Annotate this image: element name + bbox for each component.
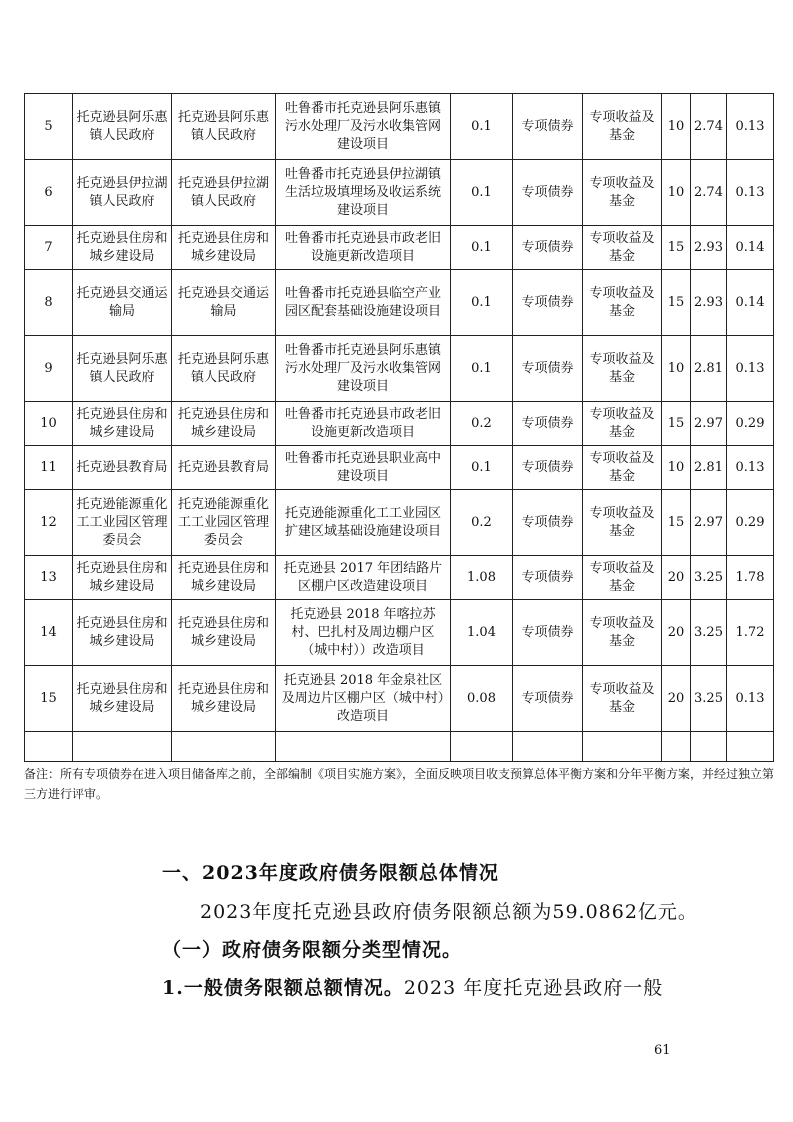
cell-source: 专项收益及基金 [583, 600, 662, 666]
cell-rate: 2.93 [691, 270, 727, 336]
cell-type: 专项债券 [513, 226, 583, 270]
item-paragraph [162, 973, 663, 1000]
cell-no: 11 [25, 446, 73, 490]
table-row [25, 556, 774, 600]
cell-interest: 0.13 [727, 446, 774, 490]
cell-unit: 托克逊县住房和城乡建设局 [73, 226, 172, 270]
cell-org: 托克逊县住房和城乡建设局 [172, 226, 276, 270]
cell-rate: 3.25 [691, 666, 727, 732]
cell-empty [73, 732, 172, 762]
cell-interest: 0.29 [727, 490, 774, 556]
cell-project: 托克逊县 2017 年团结路片区棚户区改造建设项目 [276, 556, 451, 600]
cell-interest: 0.29 [727, 402, 774, 446]
cell-type: 专项债券 [513, 556, 583, 600]
cell-term: 10 [662, 336, 691, 402]
cell-unit: 托克逊能源重化工工业园区管理委员会 [73, 490, 172, 556]
cell-amount: 0.1 [451, 160, 513, 226]
cell-org: 托克逊县住房和城乡建设局 [172, 402, 276, 446]
cell-org: 托克逊县教育局 [172, 446, 276, 490]
cell-org: 托克逊县阿乐惠镇人民政府 [172, 94, 276, 160]
cell-term: 10 [662, 160, 691, 226]
table-row [25, 446, 774, 490]
cell-project: 托克逊能源重化工工业园区扩建区域基础设施建设项目 [276, 490, 451, 556]
cell-unit: 托克逊县住房和城乡建设局 [73, 556, 172, 600]
cell-org: 托克逊县阿乐惠镇人民政府 [172, 336, 276, 402]
cell-no: 7 [25, 226, 73, 270]
cell-unit: 托克逊县住房和城乡建设局 [73, 402, 172, 446]
cell-unit: 托克逊县住房和城乡建设局 [73, 600, 172, 666]
cell-project: 吐鲁番市托克逊县临空产业园区配套基础设施建设项目 [276, 270, 451, 336]
cell-type: 专项债券 [513, 402, 583, 446]
cell-source: 专项收益及基金 [583, 160, 662, 226]
cell-empty [172, 732, 276, 762]
item-text: 2023 年度托克逊县政府一般 [403, 977, 664, 999]
table-row [25, 160, 774, 226]
cell-term: 15 [662, 402, 691, 446]
cell-rate: 2.74 [691, 94, 727, 160]
table-row [25, 402, 774, 446]
cell-term: 10 [662, 446, 691, 490]
cell-amount: 1.08 [451, 556, 513, 600]
cell-empty [25, 732, 73, 762]
cell-interest: 1.78 [727, 556, 774, 600]
cell-no: 8 [25, 270, 73, 336]
cell-interest: 0.14 [727, 270, 774, 336]
cell-amount: 0.1 [451, 270, 513, 336]
table-row [25, 666, 774, 732]
cell-org: 托克逊能源重化工工业园区管理委员会 [172, 490, 276, 556]
cell-project: 托克逊县 2018 年喀拉苏村、巴扎村及周边棚户区（城中村））改造项目 [276, 600, 451, 666]
debt-table [24, 93, 774, 762]
cell-term: 15 [662, 226, 691, 270]
cell-project: 吐鲁番市托克逊县阿乐惠镇污水处理厂及污水收集管网建设项目 [276, 94, 451, 160]
cell-type: 专项债券 [513, 666, 583, 732]
cell-project: 托克逊县 2018 年金泉社区及周边片区棚户区（城中村）改造项目 [276, 666, 451, 732]
cell-interest: 0.14 [727, 226, 774, 270]
sub-heading: （一）政府债务限额分类型情况。 [162, 939, 463, 961]
cell-interest: 0.13 [727, 666, 774, 732]
table-row [25, 226, 774, 270]
cell-unit: 托克逊县伊拉湖镇人民政府 [73, 160, 172, 226]
cell-no: 12 [25, 490, 73, 556]
cell-no: 14 [25, 600, 73, 666]
cell-source: 专项收益及基金 [583, 270, 662, 336]
cell-term: 15 [662, 270, 691, 336]
cell-interest: 1.72 [727, 600, 774, 666]
cell-project: 吐鲁番市托克逊县职业高中建设项目 [276, 446, 451, 490]
cell-interest: 0.13 [727, 336, 774, 402]
cell-amount: 0.2 [451, 402, 513, 446]
cell-amount: 0.1 [451, 336, 513, 402]
cell-source: 专项收益及基金 [583, 556, 662, 600]
cell-source: 专项收益及基金 [583, 226, 662, 270]
cell-rate: 2.93 [691, 226, 727, 270]
cell-type: 专项债券 [513, 446, 583, 490]
cell-empty [727, 732, 774, 762]
cell-project: 吐鲁番市托克逊县市政老旧设施更新改造项目 [276, 226, 451, 270]
cell-project: 吐鲁番市托克逊县阿乐惠镇污水处理厂及污水收集管网建设项目 [276, 336, 451, 402]
table-note: 备注：所有专项债券在进入项目储备库之前，全部编制《项目实施方案》，全面反映项目收支预算总体平衡方案和分年平衡方案，并经过独立第三方进行评审。 [24, 767, 775, 801]
cell-type: 专项债券 [513, 270, 583, 336]
cell-rate: 2.81 [691, 446, 727, 490]
cell-interest: 0.13 [727, 94, 774, 160]
cell-rate: 2.74 [691, 160, 727, 226]
cell-source: 专项收益及基金 [583, 402, 662, 446]
cell-org: 托克逊县伊拉湖镇人民政府 [172, 160, 276, 226]
cell-type: 专项债券 [513, 160, 583, 226]
table-row-empty [25, 732, 774, 762]
cell-source: 专项收益及基金 [583, 490, 662, 556]
cell-amount: 0.1 [451, 226, 513, 270]
cell-interest: 0.13 [727, 160, 774, 226]
cell-term: 15 [662, 490, 691, 556]
cell-project: 吐鲁番市托克逊县市政老旧设施更新改造项目 [276, 402, 451, 446]
cell-empty [662, 732, 691, 762]
cell-rate: 3.25 [691, 600, 727, 666]
cell-source: 专项收益及基金 [583, 446, 662, 490]
table-row [25, 490, 774, 556]
cell-unit: 托克逊县阿乐惠镇人民政府 [73, 336, 172, 402]
cell-org: 托克逊县住房和城乡建设局 [172, 556, 276, 600]
cell-term: 20 [662, 600, 691, 666]
cell-amount: 0.1 [451, 94, 513, 160]
cell-empty [276, 732, 451, 762]
table-row [25, 336, 774, 402]
cell-unit: 托克逊县教育局 [73, 446, 172, 490]
cell-term: 10 [662, 94, 691, 160]
cell-source: 专项收益及基金 [583, 94, 662, 160]
cell-unit: 托克逊县住房和城乡建设局 [73, 666, 172, 732]
cell-rate: 3.25 [691, 556, 727, 600]
cell-rate: 2.81 [691, 336, 727, 402]
cell-empty [513, 732, 583, 762]
cell-type: 专项债券 [513, 490, 583, 556]
cell-amount: 0.1 [451, 446, 513, 490]
item-bold: 1.一般债务限额总额情况。 [162, 977, 404, 999]
cell-source: 专项收益及基金 [583, 336, 662, 402]
cell-source: 专项收益及基金 [583, 666, 662, 732]
cell-amount: 0.08 [451, 666, 513, 732]
cell-empty [691, 732, 727, 762]
cell-empty [583, 732, 662, 762]
table-row [25, 270, 774, 336]
cell-amount: 0.2 [451, 490, 513, 556]
cell-term: 20 [662, 556, 691, 600]
cell-rate: 2.97 [691, 490, 727, 556]
cell-no: 6 [25, 160, 73, 226]
cell-no: 10 [25, 402, 73, 446]
page-number: 61 [654, 1043, 671, 1058]
section-paragraph: 2023年度托克逊县政府债务限额总额为59.0862亿元。 [200, 901, 698, 923]
cell-type: 专项债券 [513, 336, 583, 402]
cell-rate: 2.97 [691, 402, 727, 446]
cell-amount: 1.04 [451, 600, 513, 666]
table-row [25, 600, 774, 666]
cell-no: 13 [25, 556, 73, 600]
section-heading: 一、2023年度政府债务限额总体情况 [162, 862, 499, 884]
cell-unit: 托克逊县阿乐惠镇人民政府 [73, 94, 172, 160]
cell-no: 9 [25, 336, 73, 402]
cell-unit: 托克逊县交通运输局 [73, 270, 172, 336]
table-row [25, 94, 774, 160]
cell-org: 托克逊县住房和城乡建设局 [172, 666, 276, 732]
cell-type: 专项债券 [513, 94, 583, 160]
cell-org: 托克逊县住房和城乡建设局 [172, 600, 276, 666]
cell-no: 5 [25, 94, 73, 160]
cell-term: 20 [662, 666, 691, 732]
cell-empty [451, 732, 513, 762]
cell-type: 专项债券 [513, 600, 583, 666]
cell-no: 15 [25, 666, 73, 732]
cell-org: 托克逊县交通运输局 [172, 270, 276, 336]
cell-project: 吐鲁番市托克逊县伊拉湖镇生活垃圾填埋场及收运系统建设项目 [276, 160, 451, 226]
